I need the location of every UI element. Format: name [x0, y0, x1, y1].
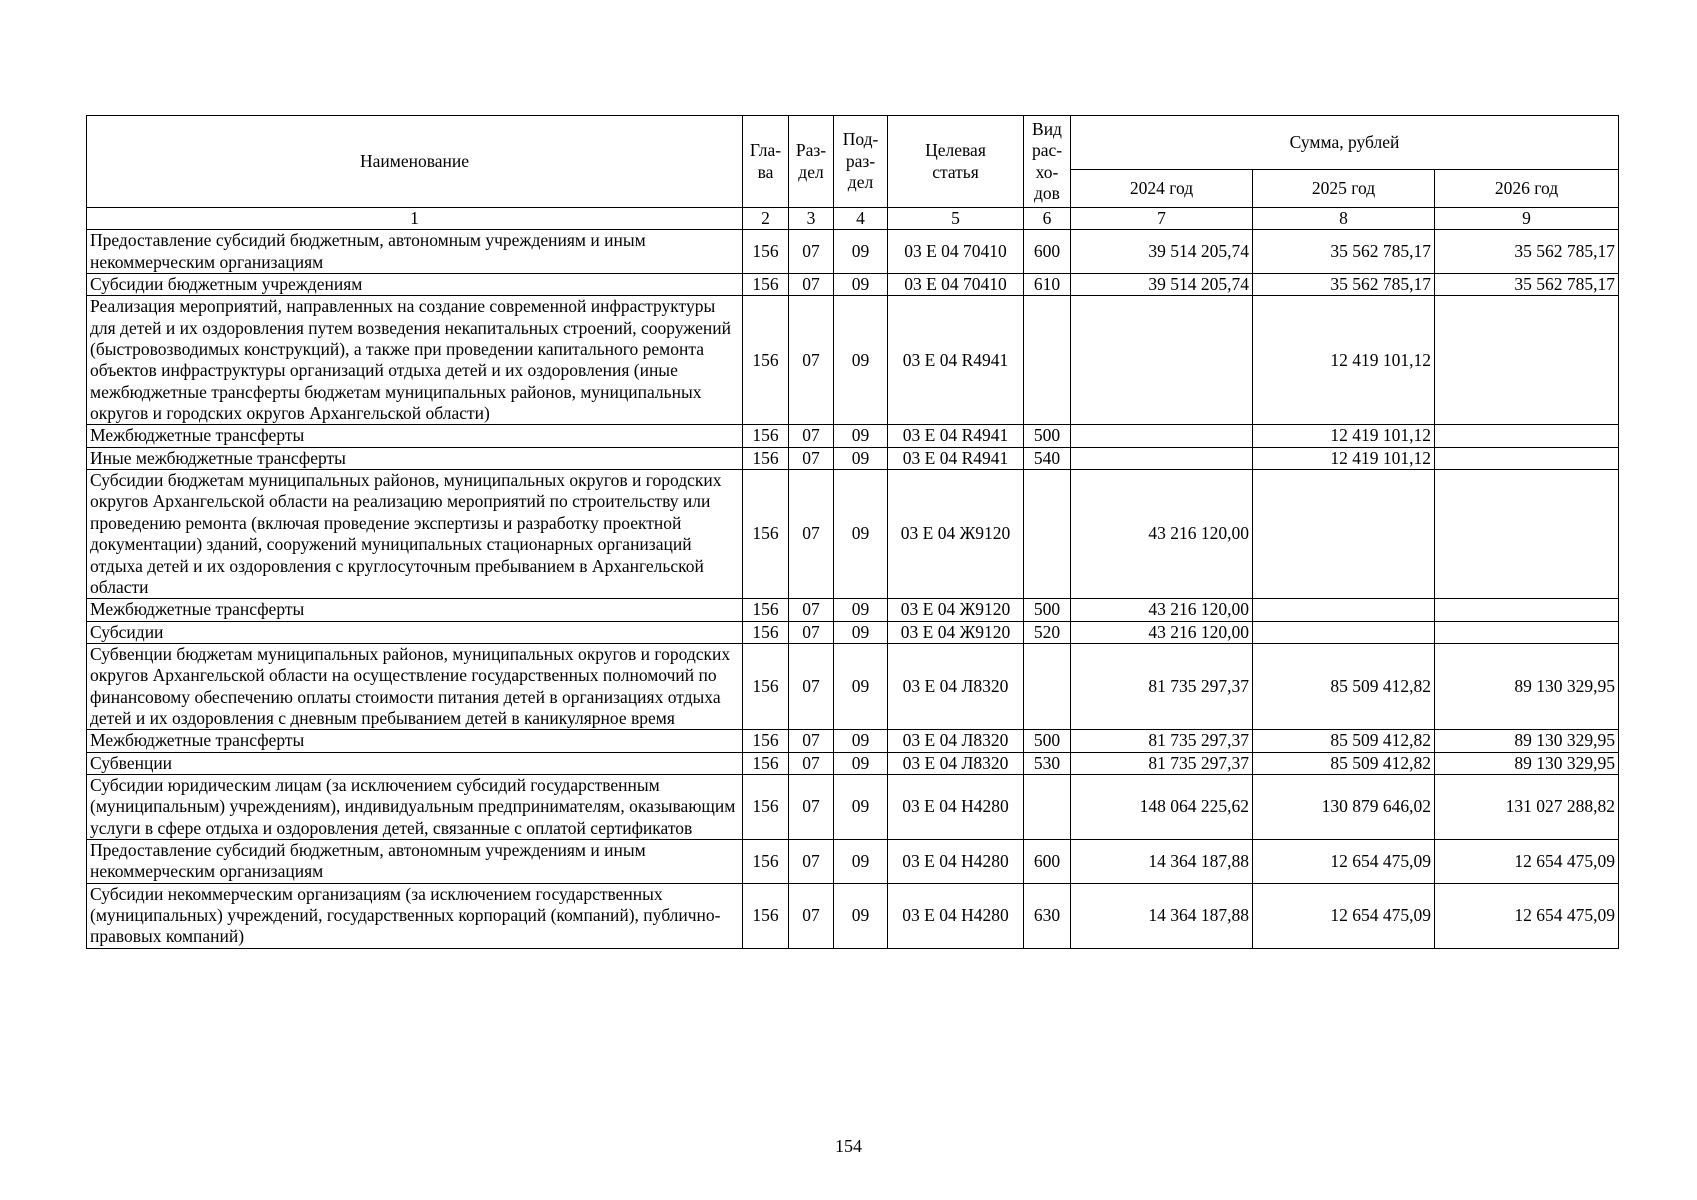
row-amount-2026: [1435, 296, 1619, 425]
row-chapter: 156: [743, 643, 789, 729]
row-target-article: 03 Е 04 Л8320: [888, 730, 1024, 752]
row-subsection: 09: [834, 752, 888, 774]
table-row: [87, 883, 1619, 948]
row-chapter: 156: [743, 839, 789, 883]
table-row: [87, 447, 1619, 469]
header-section: Раз- дел: [789, 116, 834, 208]
row-expense-type: [1024, 643, 1071, 729]
table-row: [87, 599, 1619, 621]
row-amount-2026: 89 130 329,95: [1435, 752, 1619, 774]
row-subsection: 09: [834, 643, 888, 729]
table-header: [87, 116, 1619, 230]
row-section: 07: [789, 730, 834, 752]
row-expense-type: [1024, 774, 1071, 839]
table-row: [87, 774, 1619, 839]
row-amount-2026: 131 027 288,82: [1435, 774, 1619, 839]
row-target-article: 03 Е 04 R4941: [888, 296, 1024, 425]
row-amount-2025: 35 562 785,17: [1253, 274, 1435, 296]
table-row: [87, 643, 1619, 729]
table-row: [87, 425, 1619, 447]
row-amount-2024: 39 514 205,74: [1071, 274, 1253, 296]
column-numbers-row: [87, 208, 1619, 230]
row-amount-2024: 81 735 297,37: [1071, 730, 1253, 752]
row-expense-type: [1024, 470, 1071, 599]
row-section: 07: [789, 425, 834, 447]
row-amount-2024: 148 064 225,62: [1071, 774, 1253, 839]
row-target-article: 03 Е 04 Л8320: [888, 752, 1024, 774]
table-row: [87, 752, 1619, 774]
row-subsection: 09: [834, 470, 888, 599]
table-row: [87, 296, 1619, 425]
row-expense-type: 540: [1024, 447, 1071, 469]
header-sum: Сумма, рублей: [1071, 116, 1619, 170]
row-subsection: 09: [834, 839, 888, 883]
row-chapter: 156: [743, 883, 789, 948]
table-row: [87, 274, 1619, 296]
row-chapter: 156: [743, 425, 789, 447]
row-target-article: 03 Е 04 Ж9120: [888, 599, 1024, 621]
row-amount-2026: [1435, 470, 1619, 599]
table-row: [87, 230, 1619, 274]
row-expense-type: 500: [1024, 599, 1071, 621]
row-name: Субсидии: [87, 621, 743, 643]
row-section: 07: [789, 274, 834, 296]
row-subsection: 09: [834, 883, 888, 948]
row-amount-2026: [1435, 425, 1619, 447]
column-number: 4: [834, 208, 888, 230]
column-number: 6: [1024, 208, 1071, 230]
row-chapter: 156: [743, 774, 789, 839]
row-expense-type: 520: [1024, 621, 1071, 643]
row-section: 07: [789, 599, 834, 621]
column-number: 3: [789, 208, 834, 230]
column-number: 9: [1435, 208, 1619, 230]
row-target-article: 03 Е 04 Н4280: [888, 883, 1024, 948]
row-name: Межбюджетные трансферты: [87, 599, 743, 621]
row-amount-2025: 12 654 475,09: [1253, 883, 1435, 948]
row-name: Межбюджетные трансферты: [87, 730, 743, 752]
row-name: Реализация мероприятий, направленных на создание современной инфраструктуры для детей и их оздоровления путем возведения некапитальных строений, сооружений (быстровозводимых конструкций), а также при проведении капитального ремонта объектов инфраструктуры организаций отдыха детей и их оздоровления (иные межбюджетные трансферты бюджетам муниципальных районов, муниципальных округов и городских округов Архангельской области): [87, 296, 743, 425]
row-subsection: 09: [834, 621, 888, 643]
row-name: Субвенции бюджетам муниципальных районов, муниципальных округов и городских округов Архангельской области на осуществление государственных полномочий по финансовому обеспечению оплаты стоимости питания детей в организациях отдыха детей и их оздоровления с дневным пребыванием детей в каникулярное время: [87, 643, 743, 729]
table-row: [87, 730, 1619, 752]
row-amount-2025: 35 562 785,17: [1253, 230, 1435, 274]
row-amount-2026: 89 130 329,95: [1435, 643, 1619, 729]
row-section: 07: [789, 883, 834, 948]
row-amount-2024: [1071, 425, 1253, 447]
row-amount-2026: [1435, 447, 1619, 469]
row-amount-2024: 43 216 120,00: [1071, 470, 1253, 599]
row-name: Межбюджетные трансферты: [87, 425, 743, 447]
header-year-2024: 2024 год: [1071, 170, 1253, 208]
header-chapter: Гла- ва: [743, 116, 789, 208]
row-section: 07: [789, 774, 834, 839]
table-row: [87, 470, 1619, 599]
column-number: 1: [87, 208, 743, 230]
header-expense-type: Вид рас- хо- дов: [1024, 116, 1071, 208]
row-amount-2024: [1071, 447, 1253, 469]
table-row: [87, 621, 1619, 643]
row-target-article: 03 Е 04 70410: [888, 230, 1024, 274]
row-name: Субсидии некоммерческим организациям (за исключением государственных (муниципальных) учреждений, государственных корпораций (компаний), публично-правовых компаний): [87, 883, 743, 948]
row-subsection: 09: [834, 599, 888, 621]
column-number: 7: [1071, 208, 1253, 230]
row-section: 07: [789, 643, 834, 729]
row-target-article: 03 Е 04 Н4280: [888, 839, 1024, 883]
row-amount-2025: 85 509 412,82: [1253, 730, 1435, 752]
row-chapter: 156: [743, 599, 789, 621]
row-section: 07: [789, 296, 834, 425]
row-target-article: 03 Е 04 Ж9120: [888, 621, 1024, 643]
row-amount-2024: 39 514 205,74: [1071, 230, 1253, 274]
row-expense-type: 630: [1024, 883, 1071, 948]
header-target-article: Целевая статья: [888, 116, 1024, 208]
row-amount-2025: 12 419 101,12: [1253, 447, 1435, 469]
row-amount-2026: 35 562 785,17: [1435, 230, 1619, 274]
row-subsection: 09: [834, 774, 888, 839]
row-subsection: 09: [834, 730, 888, 752]
row-name: Иные межбюджетные трансферты: [87, 447, 743, 469]
row-amount-2026: 12 654 475,09: [1435, 839, 1619, 883]
row-subsection: 09: [834, 447, 888, 469]
row-name: Субсидии юридическим лицам (за исключением субсидий государственным (муниципальным) учреждениям), индивидуальным предпринимателям, оказывающим услуги в сфере отдыха и оздоровления детей, связанные с оплатой сертификатов: [87, 774, 743, 839]
row-chapter: 156: [743, 470, 789, 599]
row-subsection: 09: [834, 230, 888, 274]
row-chapter: 156: [743, 230, 789, 274]
row-amount-2025: 12 419 101,12: [1253, 296, 1435, 425]
row-target-article: 03 Е 04 Л8320: [888, 643, 1024, 729]
row-subsection: 09: [834, 296, 888, 425]
row-expense-type: 500: [1024, 730, 1071, 752]
row-chapter: 156: [743, 730, 789, 752]
row-amount-2025: 130 879 646,02: [1253, 774, 1435, 839]
column-number: 8: [1253, 208, 1435, 230]
table-body: [87, 230, 1619, 948]
row-amount-2024: 14 364 187,88: [1071, 839, 1253, 883]
row-expense-type: 600: [1024, 230, 1071, 274]
row-subsection: 09: [834, 425, 888, 447]
row-section: 07: [789, 839, 834, 883]
page-number: 154: [835, 1136, 862, 1156]
header-year-2025: 2025 год: [1253, 170, 1435, 208]
row-expense-type: 500: [1024, 425, 1071, 447]
row-amount-2026: [1435, 599, 1619, 621]
row-name: Субсидии бюджетам муниципальных районов, муниципальных округов и городских округов Архангельской области на реализацию мероприятий по строительству или проведению ремонта (включая проведение экспертизы и разработку проектной документации) зданий, сооружений муниципальных стационарных организаций отдыха детей и их оздоровления с круглосуточным пребыванием в Архангельской области: [87, 470, 743, 599]
row-amount-2026: 35 562 785,17: [1435, 274, 1619, 296]
header-year-2026: 2026 год: [1435, 170, 1619, 208]
row-expense-type: 530: [1024, 752, 1071, 774]
row-amount-2025: [1253, 470, 1435, 599]
row-chapter: 156: [743, 296, 789, 425]
row-amount-2025: [1253, 599, 1435, 621]
row-expense-type: [1024, 296, 1071, 425]
row-chapter: 156: [743, 274, 789, 296]
row-amount-2025: 85 509 412,82: [1253, 643, 1435, 729]
row-name: Предоставление субсидий бюджетным, автономным учреждениям и иным некоммерческим организациям: [87, 839, 743, 883]
row-subsection: 09: [834, 274, 888, 296]
row-amount-2025: [1253, 621, 1435, 643]
row-amount-2025: 12 419 101,12: [1253, 425, 1435, 447]
row-amount-2024: 81 735 297,37: [1071, 643, 1253, 729]
row-name: Субсидии бюджетным учреждениям: [87, 274, 743, 296]
table-row: [87, 839, 1619, 883]
row-name: Предоставление субсидий бюджетным, автономным учреждениям и иным некоммерческим организациям: [87, 230, 743, 274]
row-target-article: 03 Е 04 Ж9120: [888, 470, 1024, 599]
row-target-article: 03 Е 04 70410: [888, 274, 1024, 296]
row-name: Субвенции: [87, 752, 743, 774]
row-amount-2024: 43 216 120,00: [1071, 599, 1253, 621]
row-section: 07: [789, 230, 834, 274]
header-name: Наименование: [87, 116, 743, 208]
row-section: 07: [789, 447, 834, 469]
row-amount-2024: 43 216 120,00: [1071, 621, 1253, 643]
row-target-article: 03 Е 04 Н4280: [888, 774, 1024, 839]
row-chapter: 156: [743, 447, 789, 469]
row-chapter: 156: [743, 621, 789, 643]
row-amount-2025: 85 509 412,82: [1253, 752, 1435, 774]
row-amount-2026: 12 654 475,09: [1435, 883, 1619, 948]
row-amount-2026: [1435, 621, 1619, 643]
row-expense-type: 610: [1024, 274, 1071, 296]
row-section: 07: [789, 621, 834, 643]
row-amount-2024: [1071, 296, 1253, 425]
row-amount-2026: 89 130 329,95: [1435, 730, 1619, 752]
row-expense-type: 600: [1024, 839, 1071, 883]
row-target-article: 03 Е 04 R4941: [888, 447, 1024, 469]
column-number: 2: [743, 208, 789, 230]
budget-table: [86, 115, 1619, 949]
row-amount-2024: 14 364 187,88: [1071, 883, 1253, 948]
row-chapter: 156: [743, 752, 789, 774]
row-section: 07: [789, 752, 834, 774]
row-target-article: 03 Е 04 R4941: [888, 425, 1024, 447]
row-amount-2025: 12 654 475,09: [1253, 839, 1435, 883]
row-section: 07: [789, 470, 834, 599]
column-number: 5: [888, 208, 1024, 230]
row-amount-2024: 81 735 297,37: [1071, 752, 1253, 774]
header-subsection: Под- раз- дел: [834, 116, 888, 208]
